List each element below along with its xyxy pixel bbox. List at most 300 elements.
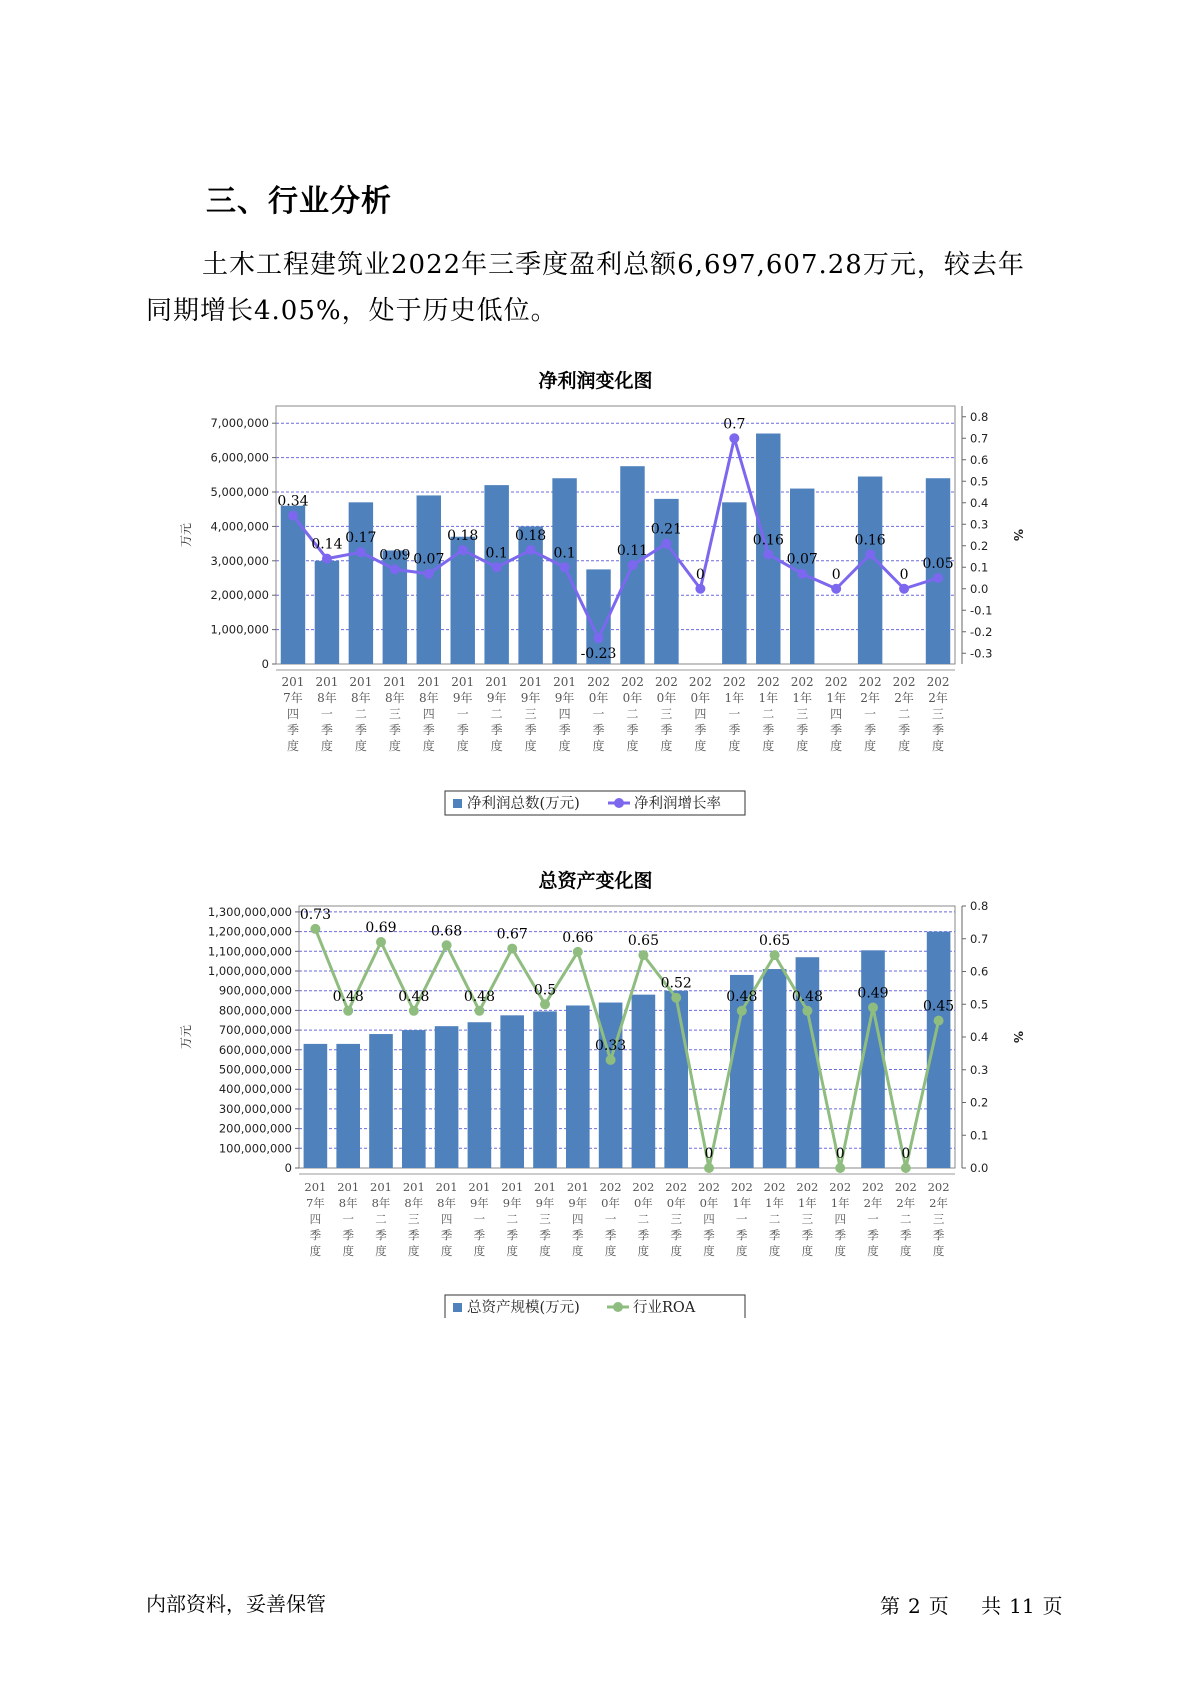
x-tick-label: 度 xyxy=(539,1244,551,1258)
line-point xyxy=(770,950,780,960)
x-tick-label: 三 xyxy=(932,707,945,721)
x-tick-label: 季 xyxy=(626,723,639,737)
line-point xyxy=(835,1163,845,1173)
line-point xyxy=(606,1055,616,1065)
x-tick-label: 三 xyxy=(660,707,673,721)
y-tick-label-right: 0.5 xyxy=(970,474,989,489)
x-tick-label: 202 xyxy=(722,675,746,689)
x-tick-label: 度 xyxy=(898,739,911,753)
x-tick-label: 度 xyxy=(408,1244,420,1258)
x-tick-label: 8年 xyxy=(418,691,439,705)
line-point xyxy=(797,569,807,579)
line-point xyxy=(933,573,943,583)
line-point xyxy=(594,633,604,643)
line-point xyxy=(288,511,298,521)
total-unit: 页 xyxy=(1042,1594,1063,1618)
x-tick-label: 度 xyxy=(670,1244,682,1258)
x-tick-label: 二 xyxy=(626,707,639,721)
footer-confidential-note: 内部资料，妥善保管 xyxy=(146,1592,326,1616)
x-tick-label: 季 xyxy=(900,1228,912,1242)
x-tick-label: 度 xyxy=(637,1244,650,1258)
y-tick-label-right: 0.6 xyxy=(970,452,989,467)
x-tick-label: 201 xyxy=(485,675,509,689)
x-tick-label: 一 xyxy=(320,707,333,721)
x-tick-label: 度 xyxy=(354,739,367,753)
x-tick-label: 二 xyxy=(375,1212,387,1226)
y-tick-label-right: 0.4 xyxy=(970,1030,989,1044)
x-tick-label: 四 xyxy=(572,1212,584,1226)
x-tick-label: 季 xyxy=(354,723,367,737)
x-tick-label: 度 xyxy=(309,1244,322,1258)
line-point xyxy=(627,560,637,570)
x-tick-label: 201 xyxy=(383,675,407,689)
x-tick-label: 四 xyxy=(440,1212,453,1226)
x-tick-label: 度 xyxy=(703,1244,715,1258)
y-tick-label-left: 1,200,000,000 xyxy=(207,924,292,939)
point-label: 0.48 xyxy=(463,988,495,1005)
y-tick-label-right: 0.8 xyxy=(970,899,989,913)
x-tick-label: 201 xyxy=(566,1180,589,1194)
y-tick-label-left: 0 xyxy=(284,1161,292,1175)
legend-label-bar: 总资产规模(万元) xyxy=(467,1300,580,1316)
x-tick-label: 9年 xyxy=(502,1196,522,1210)
x-tick-label: 季 xyxy=(898,723,911,737)
x-tick-label: 201 xyxy=(553,675,577,689)
x-tick-label: 四 xyxy=(830,707,843,721)
x-tick-label: 201 xyxy=(451,675,475,689)
x-tick-label: 二 xyxy=(490,707,503,721)
x-tick-label: 季 xyxy=(309,1228,322,1242)
line-point xyxy=(763,549,773,559)
point-label: 0 xyxy=(695,566,705,583)
x-tick-label: 四 xyxy=(309,1212,322,1226)
x-tick-label: 9年 xyxy=(520,691,541,705)
x-tick-label: 201 xyxy=(402,1180,425,1194)
y-tick-label-right: 0.3 xyxy=(970,517,989,532)
y-tick-label-left: 3,000,000 xyxy=(210,553,269,568)
x-tick-label: 四 xyxy=(694,707,707,721)
line-point xyxy=(573,947,583,957)
point-label: 0.52 xyxy=(660,975,692,992)
x-tick-label: 8年 xyxy=(385,691,405,705)
x-tick-label: 8年 xyxy=(437,1196,457,1210)
line-point xyxy=(737,1006,747,1016)
point-label: 0 xyxy=(704,1146,714,1162)
x-tick-label: 季 xyxy=(473,1228,486,1242)
total-prefix: 共 xyxy=(981,1594,1002,1618)
x-tick-label: 度 xyxy=(626,739,639,753)
x-tick-label: 度 xyxy=(490,739,503,753)
y-tick-label-left: 100,000,000 xyxy=(218,1141,292,1156)
line-point xyxy=(310,924,320,934)
x-tick-label: 季 xyxy=(422,723,435,737)
y-tick-label-right: 0.0 xyxy=(970,1161,989,1175)
y-tick-label-left: 0 xyxy=(261,657,269,671)
line-point xyxy=(695,584,705,594)
x-tick-label: 201 xyxy=(315,675,339,689)
x-tick-label: 季 xyxy=(728,723,741,737)
x-tick-label: 季 xyxy=(456,723,469,737)
x-tick-label: 度 xyxy=(388,739,401,753)
x-tick-label: 2年 xyxy=(896,1196,916,1210)
x-tick-label: 8年 xyxy=(317,691,337,705)
x-tick-label: 季 xyxy=(388,723,401,737)
y-tick-label-left: 700,000,000 xyxy=(218,1023,292,1038)
x-tick-label: 四 xyxy=(422,707,435,721)
x-tick-label: 季 xyxy=(637,1228,650,1242)
bar xyxy=(349,502,373,664)
y-tick-label-left: 800,000,000 xyxy=(218,1003,292,1018)
legend-swatch-bar xyxy=(453,1303,462,1312)
x-tick-label: 四 xyxy=(834,1212,846,1226)
bar xyxy=(402,1030,426,1168)
x-tick-label: 二 xyxy=(768,1212,781,1226)
y-tick-label-left: 300,000,000 xyxy=(218,1101,292,1116)
x-tick-label: 2年 xyxy=(894,691,914,705)
x-tick-label: 202 xyxy=(796,1180,819,1194)
legend-swatch-point xyxy=(613,1302,623,1312)
y-tick-label-left: 1,100,000,000 xyxy=(207,944,292,959)
bar xyxy=(533,1011,557,1168)
bar xyxy=(858,477,882,664)
line-point xyxy=(376,937,386,947)
x-tick-label: 202 xyxy=(599,1180,622,1194)
x-tick-label: 度 xyxy=(320,739,333,753)
x-tick-label: 度 xyxy=(867,1244,879,1258)
line-point xyxy=(343,1006,353,1016)
net-profit-chart xyxy=(0,398,1191,818)
x-tick-label: 201 xyxy=(534,1180,556,1194)
x-tick-label: 度 xyxy=(796,739,809,753)
line-point xyxy=(507,944,517,954)
x-tick-label: 季 xyxy=(604,1228,617,1242)
point-label: 0.69 xyxy=(365,920,397,937)
x-tick-label: 度 xyxy=(473,1244,486,1258)
legend-label-bar: 净利润总数(万元) xyxy=(467,796,580,812)
bar xyxy=(500,1015,524,1168)
x-tick-label: 度 xyxy=(900,1244,912,1258)
page-number: 2 xyxy=(908,1594,921,1618)
x-tick-label: 度 xyxy=(506,1244,518,1258)
y-axis-label-right: % xyxy=(1011,1030,1025,1044)
line-point xyxy=(540,999,550,1009)
x-tick-label: 度 xyxy=(762,739,775,753)
y-tick-label-left: 900,000,000 xyxy=(218,983,292,998)
line-point xyxy=(322,554,332,564)
x-tick-label: 8年 xyxy=(351,691,371,705)
x-tick-label: 一 xyxy=(604,1212,617,1226)
x-tick-label: 202 xyxy=(858,675,882,689)
point-label: 0.7 xyxy=(723,416,746,433)
x-tick-label: 二 xyxy=(762,707,775,721)
point-label: 0.07 xyxy=(786,551,818,568)
line-point xyxy=(356,547,366,557)
point-label: 0.18 xyxy=(515,528,547,545)
y-tick-label-left: 1,300,000,000 xyxy=(207,904,292,919)
x-tick-label: 7年 xyxy=(305,1196,325,1210)
x-tick-label: 1年 xyxy=(797,1196,817,1210)
line-point xyxy=(704,1163,714,1173)
x-tick-label: 季 xyxy=(932,723,945,737)
point-label: 0.11 xyxy=(616,543,649,560)
point-label: 0.34 xyxy=(277,493,309,510)
y-tick-label-right: 0.2 xyxy=(970,538,989,553)
x-tick-label: 202 xyxy=(790,675,814,689)
x-tick-label: 季 xyxy=(932,1228,945,1242)
x-tick-label: 三 xyxy=(801,1212,814,1226)
x-tick-label: 202 xyxy=(763,1180,786,1194)
x-tick-label: 季 xyxy=(834,1228,846,1242)
x-tick-label: 度 xyxy=(286,739,299,753)
y-tick-label-left: 1,000,000 xyxy=(210,622,269,637)
y-tick-label-right: 0.1 xyxy=(970,560,989,575)
plot-frame xyxy=(276,406,955,664)
bar xyxy=(599,1003,623,1168)
y-tick-label-left: 1,000,000,000 xyxy=(207,964,292,979)
point-label: 0.65 xyxy=(759,933,791,950)
x-tick-label: 9年 xyxy=(568,1196,588,1210)
x-tick-label: 季 xyxy=(660,723,673,737)
bar xyxy=(369,1034,393,1168)
x-tick-label: 202 xyxy=(587,675,610,689)
x-tick-label: 四 xyxy=(703,1212,715,1226)
line-point xyxy=(560,562,570,572)
x-tick-label: 度 xyxy=(694,739,707,753)
y-tick-label-right: 0.0 xyxy=(970,581,989,596)
x-tick-label: 二 xyxy=(637,1212,650,1226)
x-tick-label: 1年 xyxy=(765,1196,785,1210)
y-tick-label-left: 5,000,000 xyxy=(210,485,269,499)
total-number: 11 xyxy=(1009,1594,1035,1618)
footer-page-info xyxy=(880,1590,1071,1619)
x-tick-label: 一 xyxy=(592,707,605,721)
x-tick-label: 202 xyxy=(632,1180,655,1194)
x-tick-label: 二 xyxy=(900,1212,912,1226)
x-tick-label: 季 xyxy=(524,723,537,737)
line-point xyxy=(458,545,468,555)
section-heading: 三、行业分析 xyxy=(206,184,392,219)
point-label: 0 xyxy=(901,1146,911,1162)
bar xyxy=(566,1005,590,1168)
x-tick-label: 0年 xyxy=(622,691,643,705)
y-axis-label-right: % xyxy=(1011,528,1025,542)
point-label: 0.09 xyxy=(379,547,411,564)
x-tick-label: 2年 xyxy=(863,1196,883,1210)
y-tick-label-left: 200,000,000 xyxy=(218,1121,292,1136)
x-tick-label: 季 xyxy=(572,1228,584,1242)
x-tick-label: 三 xyxy=(670,1212,682,1226)
x-tick-label: 201 xyxy=(417,675,441,689)
line-point xyxy=(474,1006,484,1016)
x-tick-label: 201 xyxy=(468,1180,491,1194)
x-tick-label: 二 xyxy=(898,707,911,721)
line-point xyxy=(899,584,909,594)
x-tick-label: 202 xyxy=(621,675,644,689)
x-tick-label: 季 xyxy=(768,1228,781,1242)
x-tick-label: 度 xyxy=(932,739,945,753)
x-tick-label: 2年 xyxy=(928,691,948,705)
bar xyxy=(763,969,787,1168)
x-tick-label: 度 xyxy=(572,1244,584,1258)
y-tick-label-right: 0.7 xyxy=(970,931,989,946)
chart-title-net-profit: 净利润变化图 xyxy=(538,370,653,392)
x-tick-label: 8年 xyxy=(404,1196,424,1210)
line-point xyxy=(802,1006,812,1016)
x-tick-label: 202 xyxy=(926,675,950,689)
x-tick-label: 202 xyxy=(894,1180,917,1194)
x-tick-label: 季 xyxy=(867,1228,879,1242)
x-tick-label: 季 xyxy=(506,1228,518,1242)
point-label: 0.1 xyxy=(553,545,576,562)
x-tick-label: 季 xyxy=(408,1228,420,1242)
y-tick-label-right: 0.7 xyxy=(970,431,989,446)
x-tick-label: 季 xyxy=(558,723,571,737)
legend-label-line: 净利润增长率 xyxy=(634,796,721,812)
x-tick-label: 0年 xyxy=(656,691,677,705)
x-tick-label: 8年 xyxy=(371,1196,391,1210)
x-tick-label: 一 xyxy=(342,1212,354,1226)
x-tick-label: 度 xyxy=(660,739,673,753)
x-tick-label: 度 xyxy=(456,739,469,753)
x-tick-label: 1年 xyxy=(792,691,813,705)
x-tick-label: 度 xyxy=(342,1244,354,1258)
point-label: 0 xyxy=(835,1146,845,1162)
bar xyxy=(756,434,780,664)
x-tick-label: 202 xyxy=(892,675,916,689)
point-label: 0.66 xyxy=(562,929,594,946)
x-tick-label: 0年 xyxy=(666,1196,686,1210)
x-tick-label: 一 xyxy=(864,707,877,721)
line-point xyxy=(638,950,648,960)
analysis-paragraph: 土木工程建筑业2022年三季度盈利总额6,697,607.28万元，较去年同期增长4.05%，处于历史低位。 xyxy=(146,250,1025,326)
x-tick-label: 201 xyxy=(304,1180,327,1194)
x-tick-label: 三 xyxy=(796,707,809,721)
line-point xyxy=(661,539,671,549)
x-tick-label: 9年 xyxy=(469,1196,489,1210)
x-tick-label: 度 xyxy=(834,1244,846,1258)
x-tick-label: 季 xyxy=(736,1228,748,1242)
point-label: 0.48 xyxy=(332,988,364,1005)
x-tick-label: 一 xyxy=(473,1212,486,1226)
x-tick-label: 季 xyxy=(796,723,809,737)
x-tick-label: 度 xyxy=(375,1244,387,1258)
x-tick-label: 度 xyxy=(592,739,605,753)
x-tick-label: 0年 xyxy=(690,691,711,705)
y-tick-label-right: -0.1 xyxy=(970,603,993,618)
x-tick-label: 季 xyxy=(286,723,299,737)
line-point xyxy=(729,433,739,443)
x-tick-label: 季 xyxy=(670,1228,682,1242)
point-label: 0.68 xyxy=(431,923,463,940)
x-tick-label: 季 xyxy=(801,1228,814,1242)
x-tick-label: 季 xyxy=(539,1228,551,1242)
point-label: 0.07 xyxy=(413,551,445,568)
point-label: 0.48 xyxy=(398,988,430,1005)
y-tick-label-left: 400,000,000 xyxy=(218,1082,292,1097)
y-tick-label-left: 4,000,000 xyxy=(210,519,269,534)
x-tick-label: 二 xyxy=(354,707,367,721)
y-tick-label-right: 0.5 xyxy=(970,997,989,1012)
point-label: -0.23 xyxy=(580,646,617,663)
line-point xyxy=(901,1163,911,1173)
x-tick-label: 三 xyxy=(932,1212,945,1226)
point-label: 0.16 xyxy=(854,532,886,549)
x-tick-label: 9年 xyxy=(452,691,473,705)
x-tick-label: 四 xyxy=(558,707,571,721)
page-unit: 页 xyxy=(928,1594,949,1618)
x-tick-label: 201 xyxy=(337,1180,360,1194)
point-label: 0.21 xyxy=(650,521,683,538)
total-assets-chart xyxy=(0,898,1191,1318)
x-tick-label: 202 xyxy=(927,1180,950,1194)
x-tick-label: 度 xyxy=(830,739,843,753)
x-tick-label: 三 xyxy=(388,707,401,721)
x-tick-label: 1年 xyxy=(826,691,846,705)
point-label: 0.5 xyxy=(533,982,557,999)
y-tick-label-left: 500,000,000 xyxy=(218,1062,292,1077)
point-label: 0.05 xyxy=(922,556,954,572)
y-tick-label-left: 600,000,000 xyxy=(218,1042,292,1057)
bar xyxy=(336,1044,360,1168)
line-point xyxy=(409,1006,419,1016)
point-label: 0.67 xyxy=(496,926,528,943)
x-tick-label: 0年 xyxy=(633,1196,653,1210)
x-tick-label: 三 xyxy=(408,1212,420,1226)
line-point xyxy=(526,545,536,555)
x-tick-label: 0年 xyxy=(588,691,609,705)
point-label: 0.45 xyxy=(923,998,955,1015)
line-point xyxy=(934,1016,944,1026)
x-tick-label: 季 xyxy=(490,723,503,737)
x-tick-label: 三 xyxy=(539,1212,551,1226)
x-tick-label: 一 xyxy=(728,707,741,721)
line-point xyxy=(442,940,452,950)
x-tick-label: 202 xyxy=(730,1180,753,1194)
x-tick-label: 季 xyxy=(592,723,605,737)
bar xyxy=(722,502,746,664)
point-label: 0.48 xyxy=(726,988,758,1005)
x-tick-label: 度 xyxy=(864,739,877,753)
y-tick-label-right: -0.2 xyxy=(970,624,993,639)
bar xyxy=(304,1044,328,1168)
line-point xyxy=(424,569,434,579)
x-tick-label: 201 xyxy=(519,675,543,689)
bar xyxy=(632,995,656,1168)
y-tick-label-right: -0.3 xyxy=(970,646,993,661)
x-tick-label: 三 xyxy=(524,707,537,721)
x-tick-label: 度 xyxy=(558,739,571,753)
x-tick-label: 2年 xyxy=(929,1196,949,1210)
legend-label-line: 行业ROA xyxy=(633,1300,696,1316)
bar xyxy=(861,950,885,1168)
point-label: 0.17 xyxy=(345,530,377,547)
x-tick-label: 7年 xyxy=(283,691,303,705)
y-tick-label-right: 0.3 xyxy=(970,1062,989,1077)
y-tick-label-right: 0.1 xyxy=(970,1128,989,1143)
x-tick-label: 201 xyxy=(281,675,305,689)
y-axis-label-left: 万元 xyxy=(179,1024,193,1050)
line-point xyxy=(865,549,875,559)
x-tick-label: 9年 xyxy=(486,691,507,705)
point-label: 0.33 xyxy=(595,1037,627,1054)
point-label: 0 xyxy=(831,566,841,583)
point-label: 0.18 xyxy=(447,528,479,545)
bar xyxy=(315,561,339,664)
x-tick-label: 8年 xyxy=(338,1196,358,1210)
x-tick-label: 度 xyxy=(422,739,435,753)
x-tick-label: 202 xyxy=(756,675,780,689)
legend-swatch-point xyxy=(614,798,624,808)
